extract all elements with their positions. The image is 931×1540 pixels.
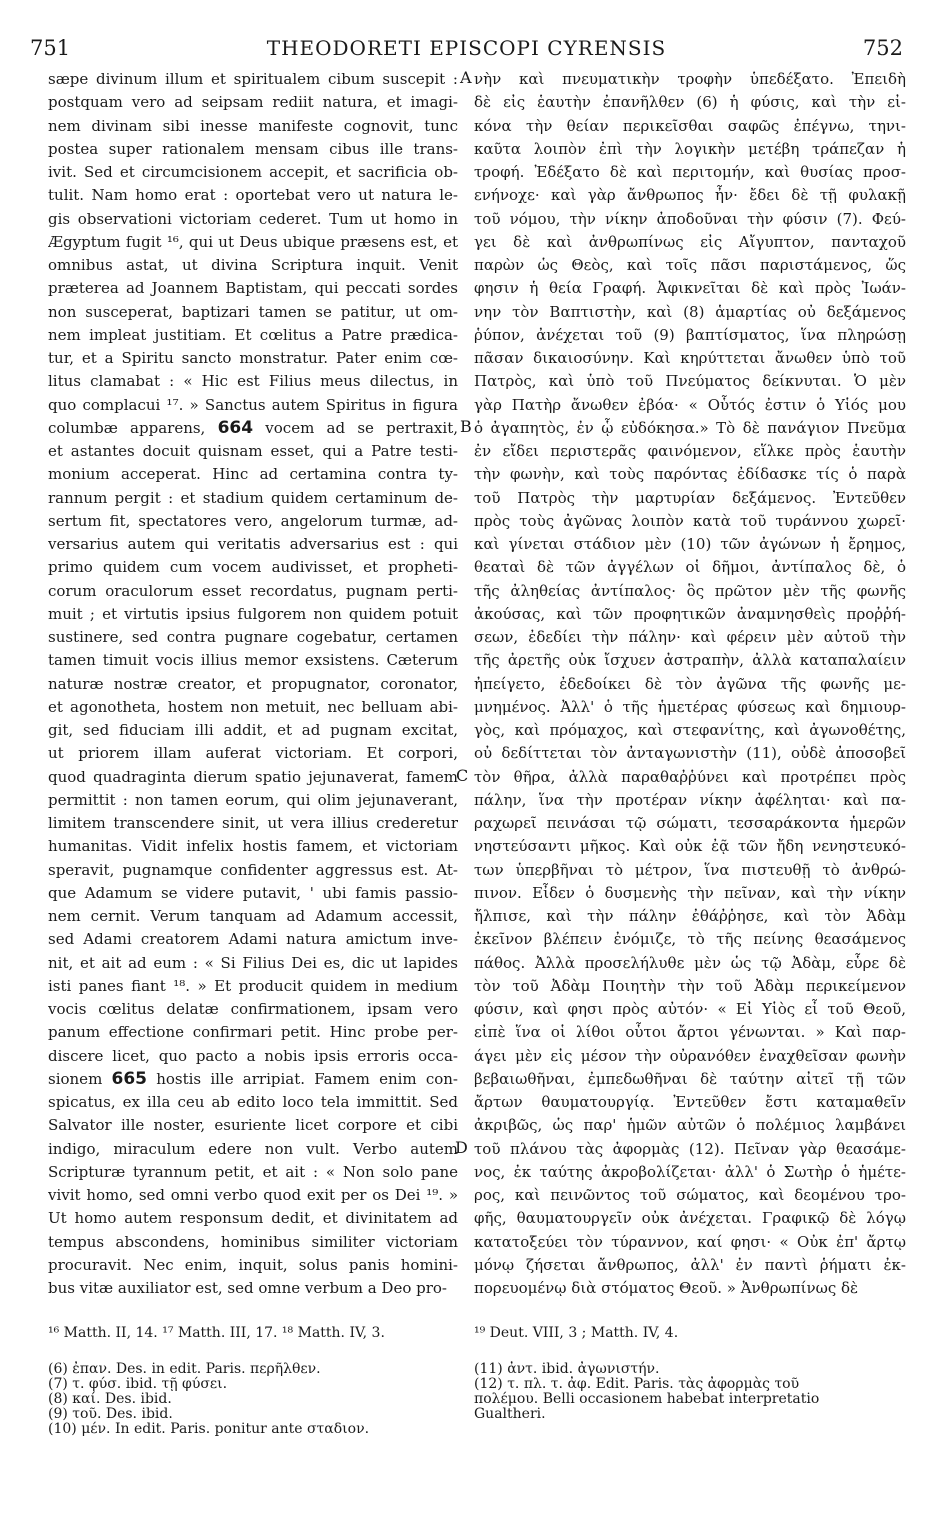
column-number-marker: 664	[217, 417, 254, 438]
greek-text-line: ἤλπισε, καὶ τὴν πάλην ἐθάῤῥησε, καὶ τὸν Ἀδὰμ	[474, 907, 906, 925]
greek-text-line: κατατοξεύει τὸν τύραννον, καί φησι· « Οὐκ ἐπ' ἄρτῳ	[474, 1232, 906, 1251]
variant-note: Gualtheri.	[474, 1406, 546, 1422]
page-number-right: 752	[862, 36, 903, 60]
greek-text-line: πινον. Εἶδεν ὁ δυσμενὴς τὴν πεῖναν, καὶ τὴν νίκην	[474, 883, 906, 902]
greek-text-line: οὐ δεδίττεται τὸν ἀνταγωνιστὴν (11), οὐδὲ ἀποσοβεῖ	[474, 744, 906, 763]
latin-text-line: nit, et ait ad eum : « Si Filius Dei es, dic ut lapides	[48, 953, 458, 972]
footnote-line: ¹⁶ Matth. II, 14. ¹⁷ Matth. III, 17. ¹⁸ Matth. IV, 3.	[48, 1325, 385, 1341]
page-header	[30, 36, 903, 64]
footnote-line: ¹⁹ Deut. VIII, 3 ; Matth. IV, 4.	[474, 1325, 679, 1341]
latin-text-line: bus vitæ auxiliator est, sed omne verbum a Deo pro-	[48, 1279, 447, 1297]
greek-text-line: καὶ γίνεται στάδιον μὲν (10) τῶν ἀγώνων ἡ ἔρημος,	[474, 535, 906, 553]
variant-notes-right	[474, 1362, 906, 1422]
greek-text-line: ῥύπον, ἀνέχεται τοῦ (9) βαπτίσματος, ἵνα πληρώσῃ	[474, 325, 906, 344]
column-number-marker: 665	[111, 1068, 147, 1089]
greek-text-line: φησιν ἡ θεία Γραφή. Ἀφικνεῖται δὲ καὶ πρὸς Ἰωάν-	[474, 279, 906, 298]
greek-text-line: Πατρὸς, καὶ ὑπὸ τοῦ Πνεύματος δείκνυται. Ὁ μὲν	[474, 372, 906, 391]
latin-text-line: git, sed fiduciam illi addit, et ad pugnam excitat,	[48, 721, 458, 739]
latin-text-line: limitem transcendere sinit, ut vera illius crederetur	[48, 814, 458, 832]
latin-text-line: sustinere, sed contra pugnare cogebatur, certamen	[48, 628, 458, 646]
latin-text-line: naturæ nostræ creator, et propugnator, coronator,	[48, 674, 458, 693]
greek-text-line: τὸν τοῦ Ἀδὰμ Ποιητὴν τὴν τοῦ Ἀδὰμ περικείμενον	[474, 976, 906, 995]
margin-mark-c: C	[456, 766, 469, 785]
greek-text-line: ἀκριβῶς, ὡς παρ' ἡμῶν αὐτῶν ὁ πολέμιος λαμβάνει	[474, 1116, 906, 1135]
greek-text-line: φύσιν, καὶ φησι πρὸς αὐτόν· « Εἰ Υἱὸς εἶ τοῦ Θεοῦ,	[474, 1000, 906, 1018]
latin-text-line: humanitas. Vidit infelix hostis famem, et victoriam	[48, 837, 458, 856]
latin-text-line: vocis cœlitus delatæ confirmationem, ipsam vero	[48, 1000, 458, 1018]
latin-text-line: ivit. Sed et circumcisionem accepit, et sacrificia ob-	[48, 163, 458, 181]
latin-text-line: nem impleat justitiam. Et cœlitus a Patre prædica-	[48, 325, 458, 344]
latin-text-line: præterea ad Joannem Baptistam, qui peccati sordes	[48, 279, 458, 298]
latin-text-line: nem divinam sibi inesse manifeste cognovit, tunc	[48, 116, 458, 135]
scripture-footnotes-right	[474, 1326, 906, 1341]
latin-text-line: indigo, miraculum edere non vult. Verbo autem	[48, 1139, 458, 1158]
scripture-footnotes-left	[48, 1326, 458, 1341]
latin-column	[48, 68, 458, 1300]
latin-text-line: nem cernit. Verum tanquam ad Adamum accessit,	[48, 907, 458, 925]
greek-text-line: νην τὸν Βαπτιστὴν, καὶ (8) ἁμαρτίας οὐ δεξάμενος	[474, 302, 906, 321]
latin-text-line: Ut homo autem responsum dedit, et divinitatem ad	[48, 1209, 458, 1228]
greek-text-line: τῆς ἀληθείας ἀντίπαλος· ὃς πρῶτον μὲν τῆς φωνῆς	[474, 581, 906, 600]
latin-text-line: monium acceperat. Hinc ad certamina contra ty-	[48, 465, 458, 484]
greek-text-line: άγει μὲν εἰς μέσον τὴν οὐρανόθεν ἐναχθεῖσαν φωνὴν	[474, 1046, 906, 1065]
greek-column	[474, 68, 906, 1300]
latin-text-line: spicatus, ex illa ceu ab edito loco tela immittit. Sed	[48, 1093, 458, 1111]
greek-text-line: μόνῳ ζήσεται ἄνθρωπος, ἀλλ' ἐν παντὶ ῥήματι ἐκ-	[474, 1255, 906, 1274]
greek-text-line: νηστεύσαντι μῆκος. Καὶ οὐκ ἐᾷ τῶν ἤδη νενηστευκό-	[474, 837, 906, 856]
latin-text-line: Ægyptum fugit ¹⁶, qui ut Deus ubique præsens est, et	[48, 232, 458, 251]
greek-text-line: φῆς, θαυματουργεῖν οὐκ ἀνέχεται. Γραφικῷ δὲ λόγῳ	[474, 1209, 906, 1228]
greek-text-line: πρὸς τοὺς ἀγῶνας λοιπὸν κατὰ τοῦ τυράννου χωρεῖ·	[474, 511, 906, 530]
variant-note: (8) καί. Des. ibid.	[48, 1391, 172, 1407]
margin-mark-a: A	[460, 68, 472, 87]
greek-text-line: ἀκούσας, καὶ τῶν προφητικῶν ἀναμνησθεὶς προῤῥή-	[474, 604, 906, 623]
greek-text-line: πάλην, ἵνα τὴν προτέραν νίκην ἀφέληται· καὶ πα-	[474, 790, 906, 809]
greek-text-line: μνημένος. Ἀλλ' ὁ τῆς ἡμετέρας φύσεως καὶ δημιουρ-	[474, 697, 906, 716]
greek-text-line: εἰπὲ ἵνα οἱ λίθοι οὗτοι ἄρτοι γένωνται. » Καὶ παρ-	[474, 1023, 906, 1042]
variant-note: (7) τ. φύσ. ibid. τῇ φύσει.	[48, 1376, 228, 1392]
greek-text-line: τοῦ νόμου, τὴν νίκην ἀποδοῦναι τὴν φύσιν (7). Φεύ-	[474, 209, 906, 228]
latin-text-line: ut priorem illam auferat victoriam. Et corpori,	[48, 744, 458, 763]
latin-text-line: procuravit. Nec enim, inquit, solus panis homini-	[48, 1255, 458, 1274]
greek-text-line: γει δὲ καὶ ἀνθρωπίνως εἰς Αἴγυπτον, πανταχοῦ	[474, 232, 906, 251]
greek-text-line: τῆς ἀρετῆς οὐκ ἴσχυεν ἀστραπὴν, ἀλλὰ καταπαλαίειν	[474, 651, 906, 670]
greek-text-line: θεαταὶ δὲ τῶν ἀγγέλων οἱ δῆμοι, ἀντίπαλος δὲ, ὁ	[474, 558, 906, 577]
greek-text-line: τοῦ πλάνου τὰς ἀφορμὰς (12). Πεῖναν γὰρ θεασάμε-	[474, 1139, 906, 1158]
running-title: THEODORETI EPISCOPI CYRENSIS	[266, 36, 667, 60]
latin-text-line: vivit homo, sed omni verbo quod exit per os Dei ¹⁹. »	[48, 1186, 458, 1204]
latin-text-line: et agonotheta, hostem non metuit, nec belluam abi-	[48, 697, 458, 716]
greek-text-line: σεων, ἐδεδίει τὴν πάλην· καὶ φέρειν μὲν αὐτοῦ τὴν	[474, 628, 906, 646]
latin-text-line: Salvator ille noster, esuriente licet corpore et cibi	[48, 1116, 458, 1135]
greek-text-line: ραχωρεῖ πεινάσαι τῷ σώματι, τεσσαράκοντα ἡμερῶν	[474, 814, 906, 832]
latin-text-line: tempus abscondens, hominibus similiter victoriam	[48, 1232, 458, 1251]
latin-text-line: omnibus astat, ut divina Scriptura inquit. Venit	[48, 256, 458, 274]
greek-text-line: ὁ ἀγαπητὸς, ἐν ᾧ εὐδόκησα.» Τὸ δὲ πανάγιον Πνεῦμα	[474, 418, 906, 437]
greek-text-line: νος, ἐκ ταύτης ἀκροβολίζεται· ἀλλ' ὁ Σωτὴρ ὁ ἡμέτε-	[474, 1162, 906, 1181]
latin-text-line: rannum pergit : et stadium quidem certaminum de-	[48, 488, 458, 507]
latin-text-line: speravit, pugnamque confidenter aggressus est. At-	[48, 860, 458, 879]
page-number-left: 751	[30, 36, 71, 60]
latin-text-line: quod quadraginta dierum spatio jejunaverat, famem	[48, 767, 458, 786]
greek-text-line: ρος, καὶ πεινῶντος τοῦ σώματος, καὶ δεομένου τρο-	[474, 1186, 906, 1204]
latin-text-line: litus clamabat : « Hic est Filius meus dilectus, in	[48, 372, 458, 391]
latin-text-line: columbæ apparens, 664 vocem ad se pertraxit,	[48, 417, 458, 438]
greek-text-line: τοῦ Πατρὸς τὴν μαρτυρίαν δεξάμενος. Ἐντεῦθεν	[474, 488, 906, 507]
greek-text-line: τὴν φωνὴν, καὶ τοὺς παρόντας ἐδίδασκε τίς ὁ παρὰ	[474, 465, 906, 484]
greek-text-line: ενήνοχε· καὶ γὰρ ἄνθρωπος ἦν· ἔδει δὲ τῇ φυλακῇ	[474, 186, 906, 205]
greek-text-line: πᾶσαν δικαιοσύνην. Καὶ κηρύττεται ἄνωθεν ὑπὸ τοῦ	[474, 349, 906, 367]
greek-text-line: πορευομένῳ διὰ στόματος Θεοῦ. » Ἀνθρωπίνως δὲ	[474, 1279, 859, 1297]
latin-text-line: quo complacui ¹⁷. » Sanctus autem Spiritus in figura	[48, 395, 458, 414]
variant-note: πολέμου. Belli occasionem habebat interpretatio	[474, 1391, 820, 1407]
latin-text-line: sionem 665 hostis ille arripiat. Famem enim con-	[48, 1068, 458, 1089]
greek-text-line: των ὑπερβῆναι τὸ μέτρον, ἵνα πιστευθῇ τὸ ἀνθρώ-	[474, 860, 906, 879]
greek-text-line: ἐκεῖνον βλέπειν ἐνόμιζε, τὸ τῆς πείνης θεασάμενος	[474, 930, 906, 949]
greek-text-line: παρὼν ὡς Θεὸς, καὶ τοῖς πᾶσι παριστάμενος, ὥς	[474, 256, 906, 274]
greek-text-line: τροφή. Ἐδέξατο δὲ καὶ περιτομήν, καὶ θυσίας προσ-	[474, 163, 906, 181]
latin-text-line: sed Adami creatorem Adami natura amictum inve-	[48, 930, 458, 949]
latin-text-line: primo quidem cum vocem audivisset, et propheti-	[48, 558, 458, 577]
latin-text-line: tulit. Nam homo erat : oportebat vero ut natura le-	[48, 186, 458, 205]
greek-text-line: γὰρ Πατὴρ ἄνωθεν ἐβόα· « Οὗτός ἐστιν ὁ Υἱός μου	[474, 395, 906, 414]
latin-text-line: corum oraculorum esset recordatus, pugnam perti-	[48, 581, 458, 600]
variant-note: (10) μέν. In edit. Paris. ponitur ante σταδιον.	[48, 1421, 370, 1437]
latin-text-line: muit ; et virtutis ipsius fulgorem non quidem potuit	[48, 604, 458, 623]
margin-mark-b: B	[460, 417, 472, 436]
margin-mark-d: D	[455, 1138, 468, 1157]
greek-text-line: πάθος. Ἀλλὰ προσελήλυθε μὲν ὡς τῷ Ἀδὰμ, εὗρε δὲ	[474, 953, 906, 972]
latin-text-line: gis observationi victoriam cederet. Tum ut homo in	[48, 209, 458, 228]
latin-text-line: discere licet, quo pacto a nobis ipsis erroris occa-	[48, 1046, 458, 1065]
latin-text-line: versarius autem qui veritatis adversarius est : qui	[48, 535, 458, 553]
latin-text-line: sæpe divinum illum et spiritualem cibum suscepit :	[48, 70, 458, 88]
latin-text-line: Scripturæ tyrannum petit, et ait : « Non solo pane	[48, 1162, 458, 1181]
greek-text-line: καῦτα λοιπὸν ἐπὶ τὴν λογικὴν μετέβη τράπεζαν ἡ	[474, 139, 906, 158]
greek-text-line: τὸν θῆρα, ἀλλὰ παραθαῤῥύνει καὶ προτρέπει πρὸς	[474, 767, 906, 786]
latin-text-line: postea super rationalem mensam cibus ille trans-	[48, 139, 458, 158]
variant-note: (6) ἐπαν. Des. in edit. Paris. περῆλθεν.	[48, 1361, 321, 1377]
latin-text-line: postquam vero ad seipsam rediit natura, et imagi-	[48, 93, 458, 112]
latin-text-line: tamen timuit vocis illius memor exsistens. Cæterum	[48, 651, 458, 670]
latin-text-line: que Adamum se videre putavit, ' ubi famis passio-	[48, 883, 458, 902]
latin-text-line: permittit : non tamen eorum, qui olim jejunaverant,	[48, 790, 458, 809]
greek-text-line: γὸς, καὶ πρόμαχος, καὶ στεφανίτης, καὶ ἀγωνοθέτης,	[474, 721, 906, 739]
variant-note: (11) ἀντ. ibid. ἀγωνιστήν.	[474, 1361, 660, 1377]
latin-text-line: sertum fit, spectatores vero, angelorum turmæ, ad-	[48, 511, 458, 530]
greek-text-line: βεβαιωθῆναι, ἐμπεδωθῆναι δὲ ταύτην αἰτεῖ τῇ τῶν	[474, 1069, 906, 1088]
variant-note: (12) τ. πλ. τ. ἀφ. Edit. Paris. τὰς ἀφορμὰς τοῦ	[474, 1376, 800, 1392]
variant-note: (9) τοῦ. Des. ibid.	[48, 1406, 173, 1422]
latin-text-line: isti panes fiant ¹⁸. » Et producit quidem in medium	[48, 976, 458, 995]
variant-notes-left	[48, 1362, 458, 1437]
latin-text-line: et astantes docuit quisnam esset, qui a Patre testi-	[48, 442, 458, 460]
latin-text-line: tur, et a Spiritu sancto monstratur. Pater enim cœ-	[48, 349, 458, 367]
greek-text-line: νὴν καὶ πνευματικὴν τροφὴν ὑπεδέξατο. Ἐπειδὴ	[474, 70, 906, 88]
greek-text-line: κόνα τὴν θείαν περικεῖσθαι σαφῶς ἐπέγνω, τηνι-	[474, 116, 906, 135]
greek-text-line: ἠπείγετο, ἐδεδοίκει δὲ τὸν ἀγῶνα τῆς φωνῆς με-	[474, 674, 906, 693]
greek-text-line: δὲ εἰς ἑαυτὴν ἐπανῆλθεν (6) ἡ φύσις, καὶ τὴν εἰ-	[474, 93, 906, 112]
latin-text-line: non susceperat, baptizari tamen se patitur, ut om-	[48, 302, 458, 321]
greek-text-line: ἐν εἴδει περιστερᾶς φαινόμενον, εἵλκε πρὸς ἑαυτὴν	[474, 442, 906, 460]
latin-text-line: panum effectione confirmari petit. Hinc probe per-	[48, 1023, 458, 1042]
greek-text-line: ἄρτων θαυματουργίᾳ. Ἐντεῦθεν ἔστι καταμαθεῖν	[474, 1093, 906, 1111]
